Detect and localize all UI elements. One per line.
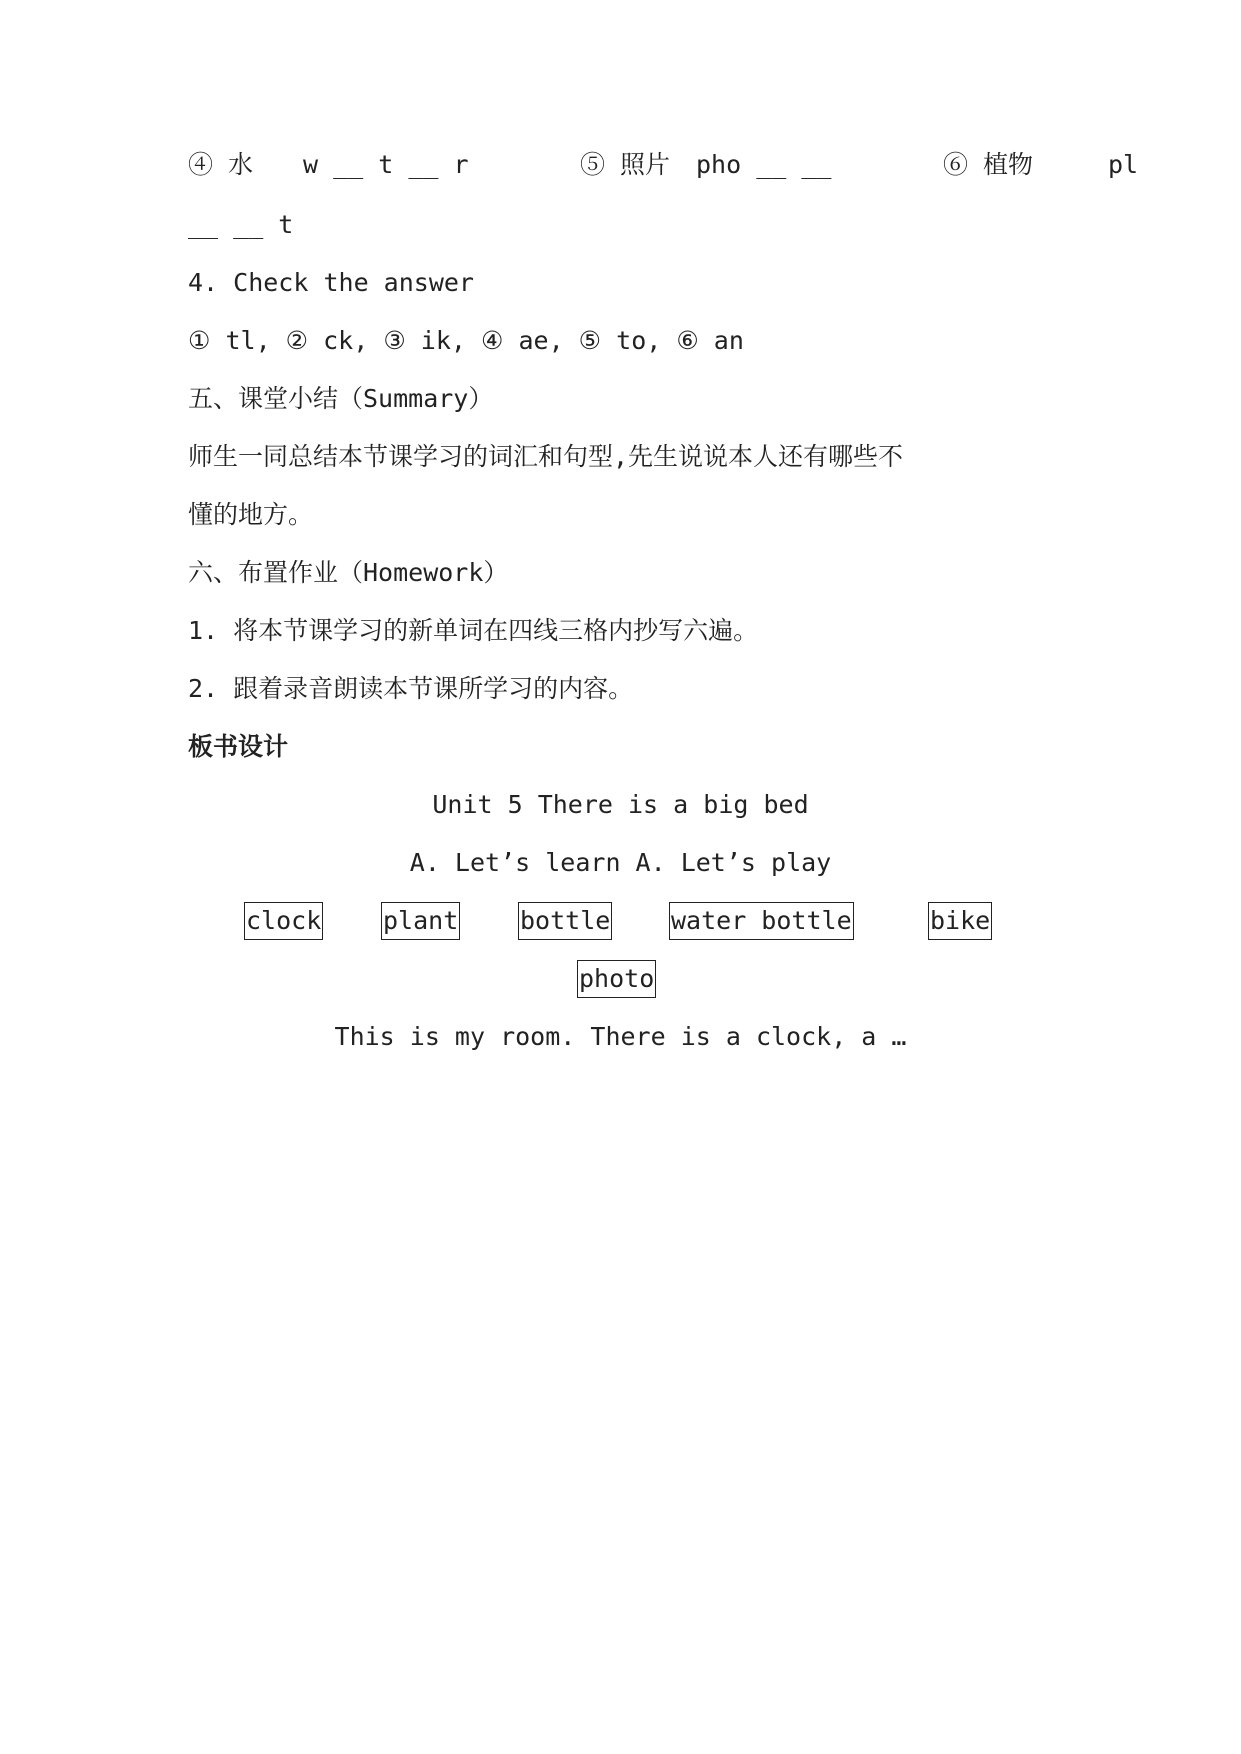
item5-label: ⑤ 照片 [580,150,671,179]
board-title: Unit 5 There is a big bed [432,790,809,819]
word-box-clock: clock [244,902,323,940]
homework-heading: 六、布置作业（Homework） [188,558,509,587]
item6-label: ⑥ 植物 [943,150,1034,179]
word-box-row-2 [0,960,1241,1000]
word-box-row [0,902,1241,942]
summary-line-2: 懂的地方。 [188,500,314,529]
board-heading: 板书设计 [188,732,289,761]
homework-item-2: 2. 跟着录音朗读本节课所学习的内容。 [188,674,634,703]
word-box-water-bottle: water bottle [669,902,854,940]
word-box-plant: plant [381,902,460,940]
word-box-bottle: bottle [518,902,612,940]
word-box-photo: photo [577,960,656,998]
item5-word: pho __ __ [696,150,832,179]
item4-word: w __ t __ r [303,150,469,179]
board-sentence: This is my room. There is a clock, a … [334,1022,907,1051]
summary-heading: 五、课堂小结（Summary） [188,384,494,413]
check-heading: 4. Check the answer [188,268,474,297]
word-box-bike: bike [928,902,992,940]
item4-label: ④ 水 [188,150,254,179]
homework-item-1: 1. 将本节课学习的新单词在四线三格内抄写六遍。 [188,616,759,645]
summary-line-1: 师生一同总结本节课学习的词汇和句型,先生说说本人还有哪些不 [188,442,904,471]
board-subtitle: A. Let’s learn A. Let’s play [409,848,832,877]
fill-row-continuation: __ __ t [188,210,294,239]
item6-word: pl [1108,150,1139,179]
check-answers: ① tl, ② ck, ③ ik, ④ ae, ⑤ to, ⑥ an [188,326,744,355]
